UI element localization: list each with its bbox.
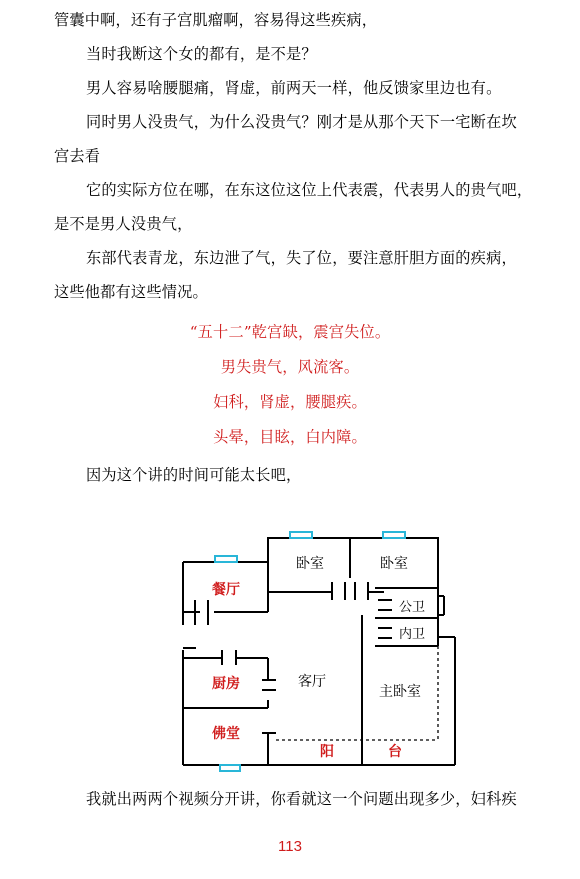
room-label-bedroom1: 卧室 <box>296 556 324 572</box>
room-label-living: 客厅 <box>298 674 326 690</box>
paragraph-line: 我就出两两个视频分开讲，你看就这一个问题出现多少，妇科疾 <box>86 790 517 808</box>
verse-line: 头晕，目眩，白内障。 <box>213 428 367 446</box>
room-label-master-bedroom: 主卧室 <box>379 684 421 700</box>
paragraph-line: 因为这个讲的时间可能太长吧， <box>86 466 302 484</box>
paragraph-line: 东部代表青龙，东边泄了气，失了位，要注意肝胆方面的疾病， <box>86 249 517 267</box>
room-label-dining: 餐厅 <box>212 582 240 598</box>
paragraph-line: 是不是男人没贵气， <box>54 215 193 233</box>
paragraph-line: 这些他都有这些情况。 <box>54 283 208 301</box>
windows <box>215 532 405 771</box>
paragraph-line: 它的实际方位在哪，在东这位这位上代表震，代表男人的贵气吧， <box>86 181 533 199</box>
verse-line: 男失贵气，风流客。 <box>220 358 360 376</box>
paragraph-line: 当时我断这个女的都有，是不是？ <box>86 45 317 63</box>
room-label-shrine: 佛堂 <box>212 726 240 742</box>
balcony-lines <box>276 646 438 740</box>
paragraph-line: 管囊中啊，还有子宫肌瘤啊，容易得这些疾病， <box>54 11 378 29</box>
room-label-kitchen: 厨房 <box>212 676 240 692</box>
paragraph-line: 同时男人没贵气，为什么没贵气？刚才是从那个天下一宅断在坎 <box>86 113 517 131</box>
paragraph-line: 男人容易啥腰腿痛，肾虚，前两天一样，他反馈家里边也有。 <box>86 79 502 97</box>
room-label-bedroom2: 卧室 <box>380 556 408 572</box>
room-label-inner-bath: 内卫 <box>398 627 426 642</box>
paragraph-line: 宫去看 <box>54 147 101 165</box>
room-label-public-bath: 公卫 <box>398 600 426 615</box>
page-number: 113 <box>278 838 302 855</box>
verse-line: 妇科，肾虚，腰腿疾。 <box>213 393 367 411</box>
balcony-label-2: 台 <box>388 744 402 760</box>
balcony-label-1: 阳 <box>320 744 334 760</box>
plan-walls <box>183 538 455 765</box>
verse-line: “五十二”乾宫缺，震宫失位。 <box>189 323 391 341</box>
